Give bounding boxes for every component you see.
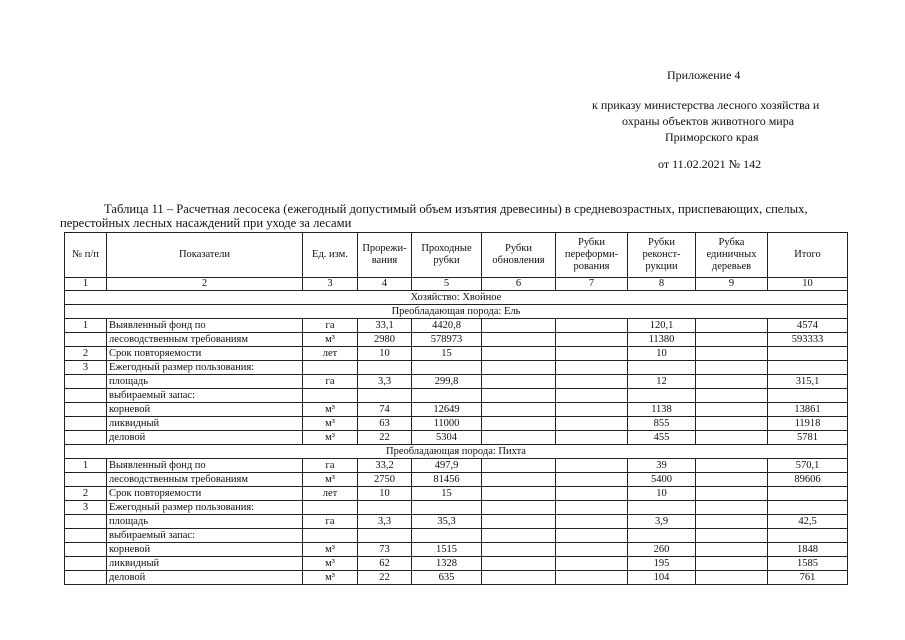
farm-row <box>65 291 848 305</box>
cell-unit: м³ <box>303 557 358 571</box>
cell-n <box>65 375 107 389</box>
cell-v6 <box>482 389 556 403</box>
cell-unit: лет <box>303 347 358 361</box>
cell-v8: 855 <box>628 417 696 431</box>
cell-n <box>65 529 107 543</box>
cell-n <box>65 417 107 431</box>
table-row <box>65 319 848 333</box>
cell-label: Срок повторяемости <box>107 487 303 501</box>
column-header: Прорежи-вания <box>358 233 412 278</box>
table-row <box>65 459 848 473</box>
cell-label: площадь <box>107 375 303 389</box>
cell-unit: га <box>303 319 358 333</box>
cell-v6 <box>482 347 556 361</box>
table-row <box>65 543 848 557</box>
order-line-3: Приморского края <box>665 130 759 144</box>
cell-v4: 62 <box>358 557 412 571</box>
cell-n <box>65 389 107 403</box>
cell-n <box>65 543 107 557</box>
cell-v6 <box>482 417 556 431</box>
cell-label: Срок повторяемости <box>107 347 303 361</box>
cell-label: деловой <box>107 571 303 585</box>
cell-v5 <box>412 501 482 515</box>
cell-v4: 10 <box>358 487 412 501</box>
section-row <box>65 305 848 319</box>
table-row <box>65 361 848 375</box>
column-header: Рубки реконст-рукции <box>628 233 696 278</box>
column-header: Рубка единичных деревьев <box>696 233 768 278</box>
cell-v8: 10 <box>628 487 696 501</box>
cell-unit: м³ <box>303 333 358 347</box>
cell-v7 <box>556 403 628 417</box>
cell-v6 <box>482 375 556 389</box>
cell-unit <box>303 529 358 543</box>
cell-n: 1 <box>65 319 107 333</box>
cell-unit: га <box>303 515 358 529</box>
cell-label: лесоводственным требованиям <box>107 333 303 347</box>
cell-v6 <box>482 571 556 585</box>
cell-v6 <box>482 333 556 347</box>
cell-v4 <box>358 529 412 543</box>
column-header: Рубки обновления <box>482 233 556 278</box>
cell-v10 <box>768 501 848 515</box>
column-number: 4 <box>358 278 412 291</box>
cell-v9 <box>696 473 768 487</box>
allowable-cut-table <box>64 232 848 585</box>
cell-unit: м³ <box>303 473 358 487</box>
cell-v9 <box>696 571 768 585</box>
cell-v7 <box>556 473 628 487</box>
cell-v6 <box>482 501 556 515</box>
cell-v6 <box>482 361 556 375</box>
cell-n: 3 <box>65 501 107 515</box>
column-header: Ед. изм. <box>303 233 358 278</box>
cell-v4: 22 <box>358 571 412 585</box>
cell-v4 <box>358 389 412 403</box>
cell-v8: 5400 <box>628 473 696 487</box>
cell-v4: 3,3 <box>358 515 412 529</box>
cell-v7 <box>556 361 628 375</box>
table-row <box>65 473 848 487</box>
cell-v6 <box>482 431 556 445</box>
cell-v8: 39 <box>628 459 696 473</box>
cell-v10: 4574 <box>768 319 848 333</box>
cell-v5: 15 <box>412 487 482 501</box>
cell-unit <box>303 501 358 515</box>
column-header: Итого <box>768 233 848 278</box>
cell-v6 <box>482 319 556 333</box>
column-number: 6 <box>482 278 556 291</box>
cell-v5: 35,3 <box>412 515 482 529</box>
cell-v9 <box>696 417 768 431</box>
cell-label: лесоводственным требованиям <box>107 473 303 487</box>
column-number: 9 <box>696 278 768 291</box>
cell-v8: 11380 <box>628 333 696 347</box>
cell-v4: 3,3 <box>358 375 412 389</box>
cell-v10 <box>768 361 848 375</box>
cell-unit: м³ <box>303 403 358 417</box>
cell-v8: 260 <box>628 543 696 557</box>
cell-n: 2 <box>65 487 107 501</box>
cell-v4: 22 <box>358 431 412 445</box>
table-body <box>65 233 848 585</box>
cell-v8 <box>628 389 696 403</box>
cell-v8: 12 <box>628 375 696 389</box>
cell-v5 <box>412 529 482 543</box>
cell-unit: га <box>303 375 358 389</box>
cell-v7 <box>556 557 628 571</box>
cell-n: 1 <box>65 459 107 473</box>
cell-label: Выявленный фонд по <box>107 459 303 473</box>
cell-label: корневой <box>107 543 303 557</box>
cell-v10: 13861 <box>768 403 848 417</box>
cell-v4: 2980 <box>358 333 412 347</box>
cell-v9 <box>696 487 768 501</box>
cell-v4: 33,2 <box>358 459 412 473</box>
cell-label: деловой <box>107 431 303 445</box>
order-date: от 11.02.2021 № 142 <box>658 157 762 171</box>
cell-v5: 299,8 <box>412 375 482 389</box>
column-number-row <box>65 278 848 291</box>
cell-v6 <box>482 543 556 557</box>
cell-n <box>65 571 107 585</box>
table-row <box>65 389 848 403</box>
cell-v4 <box>358 501 412 515</box>
cell-v7 <box>556 543 628 557</box>
table-row <box>65 375 848 389</box>
cell-v5: 4420,8 <box>412 319 482 333</box>
cell-v5: 12649 <box>412 403 482 417</box>
cell-v10 <box>768 389 848 403</box>
table-row <box>65 417 848 431</box>
column-header: № п/п <box>65 233 107 278</box>
cell-v6 <box>482 529 556 543</box>
table-row <box>65 431 848 445</box>
column-number: 2 <box>107 278 303 291</box>
cell-label: площадь <box>107 515 303 529</box>
cell-v9 <box>696 557 768 571</box>
cell-v10: 5781 <box>768 431 848 445</box>
cell-n <box>65 557 107 571</box>
cell-v10: 1848 <box>768 543 848 557</box>
cell-v4 <box>358 361 412 375</box>
section-title: Преобладающая порода: Ель <box>65 305 848 319</box>
cell-v8 <box>628 361 696 375</box>
cell-unit <box>303 361 358 375</box>
column-number: 3 <box>303 278 358 291</box>
cell-label: выбираемый запас: <box>107 389 303 403</box>
cell-v7 <box>556 501 628 515</box>
cell-v5: 1515 <box>412 543 482 557</box>
cell-v9 <box>696 543 768 557</box>
column-number: 5 <box>412 278 482 291</box>
cell-v5: 81456 <box>412 473 482 487</box>
cell-v7 <box>556 459 628 473</box>
table-row <box>65 403 848 417</box>
cell-v10: 315,1 <box>768 375 848 389</box>
cell-v7 <box>556 319 628 333</box>
farm-label: Хозяйство: Хвойное <box>65 291 848 305</box>
cell-v5: 1328 <box>412 557 482 571</box>
cell-v5: 11000 <box>412 417 482 431</box>
cell-v5 <box>412 389 482 403</box>
cell-v10: 593333 <box>768 333 848 347</box>
column-header: Проходные рубки <box>412 233 482 278</box>
cell-v8 <box>628 501 696 515</box>
cell-v9 <box>696 347 768 361</box>
cell-v7 <box>556 347 628 361</box>
cell-v9 <box>696 389 768 403</box>
table-row <box>65 515 848 529</box>
cell-n <box>65 473 107 487</box>
cell-v4: 74 <box>358 403 412 417</box>
cell-v6 <box>482 473 556 487</box>
cell-v7 <box>556 487 628 501</box>
cell-v10 <box>768 347 848 361</box>
cell-v8: 120,1 <box>628 319 696 333</box>
cell-label: корневой <box>107 403 303 417</box>
table-row <box>65 487 848 501</box>
cell-v7 <box>556 431 628 445</box>
cell-v4: 2750 <box>358 473 412 487</box>
cell-v9 <box>696 515 768 529</box>
cell-v9 <box>696 403 768 417</box>
column-number: 7 <box>556 278 628 291</box>
cell-v6 <box>482 557 556 571</box>
cell-v8: 104 <box>628 571 696 585</box>
cell-v6 <box>482 515 556 529</box>
order-line-2: охраны объектов животного мира <box>622 114 795 128</box>
cell-v7 <box>556 571 628 585</box>
cell-v5: 15 <box>412 347 482 361</box>
cell-v10: 570,1 <box>768 459 848 473</box>
cell-label: выбираемый запас: <box>107 529 303 543</box>
cell-label: Ежегодный размер пользования: <box>107 501 303 515</box>
cell-unit: м³ <box>303 571 358 585</box>
cell-v8 <box>628 529 696 543</box>
cell-v6 <box>482 459 556 473</box>
cell-v8: 1138 <box>628 403 696 417</box>
cell-v9 <box>696 375 768 389</box>
cell-v10: 1585 <box>768 557 848 571</box>
cell-v9 <box>696 529 768 543</box>
cell-n <box>65 431 107 445</box>
cell-unit <box>303 389 358 403</box>
cell-v8: 3,9 <box>628 515 696 529</box>
cell-v9 <box>696 333 768 347</box>
cell-v7 <box>556 333 628 347</box>
table-caption: Таблица 11 – Расчетная лесосека (ежегодный допустимый объем изъятия древесины) в средневозрастных, приспевающих, спелых, перестойных лесных насаждений при уходе за лесами <box>60 202 808 230</box>
cell-n: 3 <box>65 361 107 375</box>
cell-unit: м³ <box>303 543 358 557</box>
cell-v5: 635 <box>412 571 482 585</box>
cell-v9 <box>696 501 768 515</box>
cell-v10: 89606 <box>768 473 848 487</box>
cell-v8: 10 <box>628 347 696 361</box>
cell-v9 <box>696 361 768 375</box>
appendix-label: Приложение 4 <box>667 68 741 82</box>
cell-v5: 497,9 <box>412 459 482 473</box>
column-number: 8 <box>628 278 696 291</box>
cell-v9 <box>696 319 768 333</box>
cell-v10: 761 <box>768 571 848 585</box>
cell-unit: м³ <box>303 417 358 431</box>
cell-v4: 10 <box>358 347 412 361</box>
cell-v8: 195 <box>628 557 696 571</box>
cell-label: Ежегодный размер пользования: <box>107 361 303 375</box>
cell-v10: 11918 <box>768 417 848 431</box>
table-row <box>65 501 848 515</box>
cell-v7 <box>556 417 628 431</box>
cell-v7 <box>556 389 628 403</box>
table-row <box>65 333 848 347</box>
table-row <box>65 529 848 543</box>
cell-n <box>65 333 107 347</box>
order-line-1: к приказу министерства лесного хозяйства и <box>592 98 820 112</box>
cell-v7 <box>556 529 628 543</box>
table-header-row <box>65 233 848 278</box>
section-row <box>65 445 848 459</box>
cell-unit: м³ <box>303 431 358 445</box>
cell-label: ликвидный <box>107 557 303 571</box>
cell-n <box>65 403 107 417</box>
cell-unit: лет <box>303 487 358 501</box>
column-number: 1 <box>65 278 107 291</box>
cell-v9 <box>696 431 768 445</box>
cell-v10 <box>768 529 848 543</box>
cell-v5: 578973 <box>412 333 482 347</box>
cell-v5: 5304 <box>412 431 482 445</box>
cell-v9 <box>696 459 768 473</box>
cell-v5 <box>412 361 482 375</box>
cell-v7 <box>556 375 628 389</box>
cell-v10: 42,5 <box>768 515 848 529</box>
cell-v6 <box>482 487 556 501</box>
cell-v6 <box>482 403 556 417</box>
section-title: Преобладающая порода: Пихта <box>65 445 848 459</box>
cell-v4: 33,1 <box>358 319 412 333</box>
cell-v8: 455 <box>628 431 696 445</box>
cell-label: ликвидный <box>107 417 303 431</box>
cell-v10 <box>768 487 848 501</box>
column-header: Рубки переформи-рования <box>556 233 628 278</box>
table-row <box>65 571 848 585</box>
cell-n <box>65 515 107 529</box>
cell-label: Выявленный фонд по <box>107 319 303 333</box>
column-header: Показатели <box>107 233 303 278</box>
table-row <box>65 557 848 571</box>
cell-n: 2 <box>65 347 107 361</box>
column-number: 10 <box>768 278 848 291</box>
cell-v4: 63 <box>358 417 412 431</box>
cell-unit: га <box>303 459 358 473</box>
cell-v7 <box>556 515 628 529</box>
table-row <box>65 347 848 361</box>
cell-v4: 73 <box>358 543 412 557</box>
